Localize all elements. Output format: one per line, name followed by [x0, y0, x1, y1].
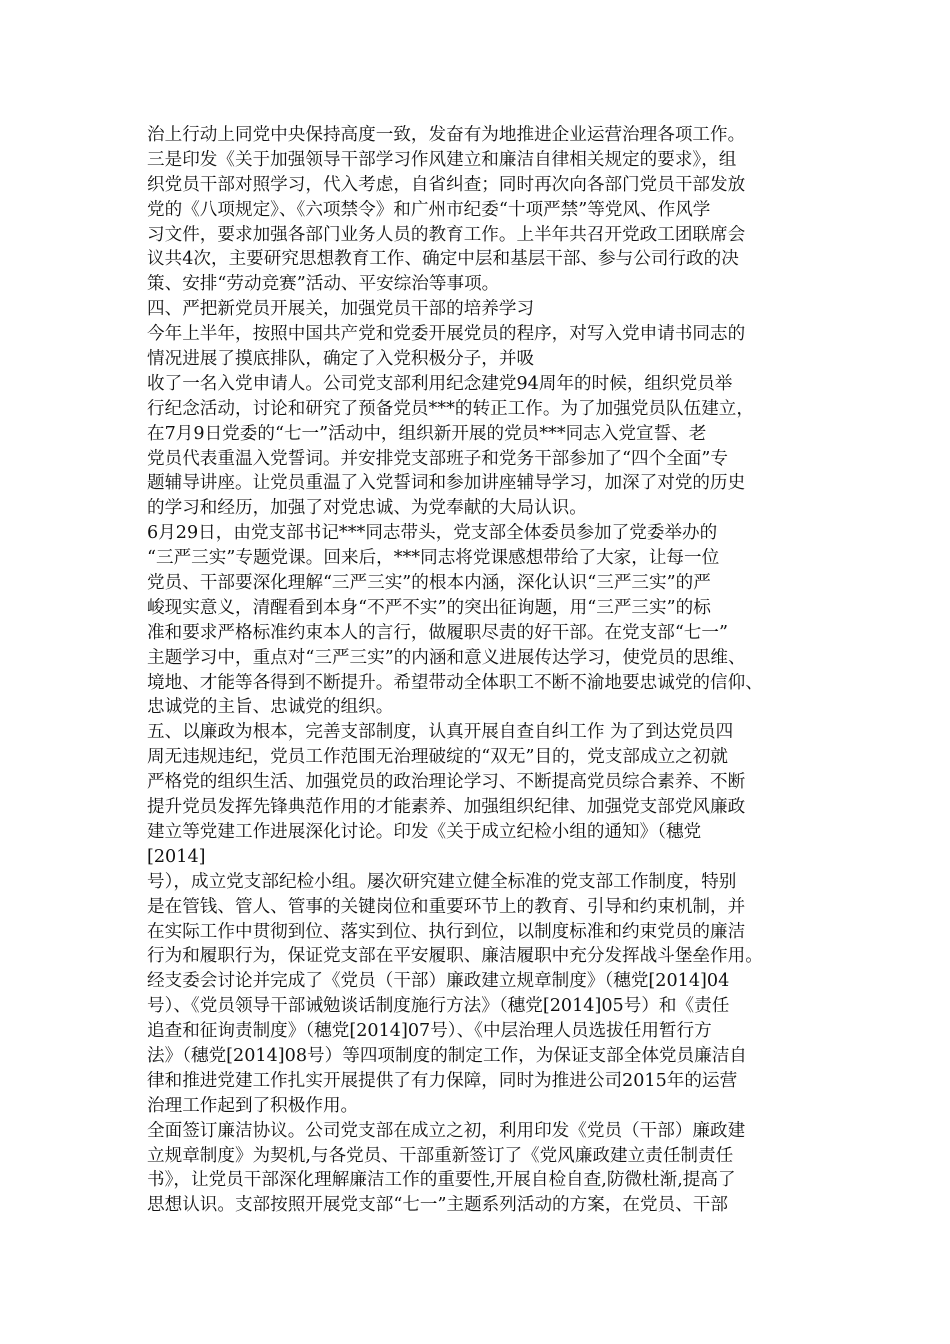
- text-line: 全面签订廉洁协议。公司党支部在成立之初，利用印发《党员（干部）廉政建: [147, 1120, 746, 1141]
- text-line: 准和要求严格标准约束本人的言行，做履职尽责的好干部。在党支部“七一”: [147, 622, 728, 643]
- text-line: 行为和履职行为，保证党支部在平安履职、廉洁履职中充分发挥战斗堡垒作用。: [147, 946, 763, 967]
- text-line: [2014]: [147, 846, 206, 867]
- text-line: 的学习和经历，加强了对党忠诚、为党奉献的大局认识。: [147, 498, 587, 519]
- text-line: 情况进展了摸底排队，确定了入党积极分子，并吸: [147, 349, 535, 370]
- text-line: 书》，让党员干部深化理解廉洁工作的重要性,开展自检自查,防微杜渐,提高了: [147, 1170, 736, 1191]
- text-line: 题辅导讲座。让党员重温了入党誓词和参加讲座辅导学习，加深了对党的历史: [147, 473, 746, 494]
- text-line: 法》（穗党[2014]08号）等四项制度的制定工作，为保证支部全体党员廉洁自: [147, 1045, 747, 1066]
- text-line: 周无违规违纪，党员工作范围无治理破绽的“双无”目的，党支部成立之初就: [147, 747, 728, 768]
- text-line: 今年上半年，按照中国共产党和党委开展党员的程序，对写入党申请书同志的: [147, 324, 746, 345]
- text-line: 五、以廉政为根本，完善支部制度，认真开展自查自纠工作 为了到达党员四: [147, 722, 734, 743]
- text-line: 6月29日，由党支部书记***同志带头，党支部全体委员参加了党委举办的: [147, 523, 718, 544]
- text-line: 习文件，要求加强各部门业务人员的教育工作。上半年共召开党政工团联席会: [147, 224, 746, 245]
- text-line: 号），成立党支部纪检小组。屡次研究建立健全标准的党支部工作制度，特别: [147, 871, 737, 892]
- document-body: [147, 123, 817, 1218]
- text-line: 三是印发《关于加强领导干部学习作风建立和廉洁自律相关规定的要求》，组: [147, 149, 737, 170]
- text-line: 号）、《党员领导干部诫勉谈话制度施行方法》（穗党[2014]05号）和《责任: [147, 996, 730, 1017]
- text-line: 在实际工作中贯彻到位、落实到位、执行到位，以制度标准和约束党员的廉洁: [147, 921, 746, 942]
- text-line: 四、严把新党员开展关，加强党员干部的培养学习: [147, 299, 535, 320]
- text-line: 行纪念活动，讨论和研究了预备党员***的转正工作。为了加强党员队伍建立，: [147, 398, 754, 419]
- text-line: 建立等党建工作进展深化讨论。印发《关于成立纪检小组的通知》（穗党: [147, 821, 702, 842]
- text-line: 收了一名入党申请人。公司党支部利用纪念建党94周年的时候，组织党员举: [147, 373, 733, 394]
- text-line: 主题学习中，重点对“三严三实”的内涵和意义进展传达学习，使党员的思维、: [147, 647, 746, 668]
- text-line: “三严三实”专题党课。回来后，***同志将党课感想带给了大家，让每一位: [147, 548, 720, 569]
- text-line: 思想认识。支部按照开展党支部“七一”主题系列活动的方案，在党员、干部: [147, 1195, 728, 1216]
- text-line: 党员、干部要深化理解“三严三实”的根本内涵，深化认识“三严三实”的严: [147, 573, 711, 594]
- text-line: 党的《八项规定》、《六项禁令》和广州市纪委“十项严禁”等党风、作风学: [147, 199, 711, 220]
- text-line: 追查和征询责制度》（穗党[2014]07号）、《中层治理人员选拔任用暂行方: [147, 1021, 712, 1042]
- text-line: 是在管钱、管人、管事的关键岗位和重要环节上的教育、引导和约束机制，并: [147, 896, 746, 917]
- text-line: 峻现实意义，清醒看到本身“不严不实”的突出征询题，用“三严三实”的标: [147, 597, 711, 618]
- text-line: 策、安排“劳动竞赛”活动、平安综治等事项。: [147, 274, 500, 295]
- text-line: 境地、才能等各得到不断提升。希望带动全体职工不断不渝地要忠诚党的信仰、: [147, 672, 763, 693]
- text-line: 忠诚党的主旨、忠诚党的组织。: [147, 697, 394, 718]
- text-line: 经支委会讨论并完成了《党员（干部）廉政建立规章制度》（穗党[2014]04: [147, 971, 730, 992]
- text-line: 织党员干部对照学习，代入考虑，自省纠查；同时再次向各部门党员干部发放: [147, 174, 746, 195]
- text-line: 立规章制度》为契机,与各党员、干部重新签订了《党风廉政建立责任制责任: [147, 1145, 734, 1166]
- text-line: 治上行动上同党中央保持高度一致，发奋有为地推进企业运营治理各项工作。: [147, 125, 746, 145]
- text-line: 党员代表重温入党誓词。并安排党支部班子和党务干部参加了“四个全面”专: [147, 448, 728, 469]
- text-line: 严格党的组织生活、加强党员的政治理论学习、不断提高党员综合素养、不断: [147, 772, 746, 793]
- text-line: 在7月9日党委的“七一”活动中，组织新开展的党员***同志入党宣誓、老: [147, 423, 707, 444]
- text-line: 律和推进党建工作扎实开展提供了有力保障，同时为推进公司2015年的运营: [147, 1070, 738, 1091]
- text-line: 治理工作起到了积极作用。: [147, 1095, 359, 1116]
- text-line: 议共4次，主要研究思想教育工作、确定中层和基层干部、参与公司行政的决: [147, 249, 739, 270]
- text-line: 提升党员发挥先锋典范作用的才能素养、加强组织纪律、加强党支部党风廉政: [147, 797, 746, 818]
